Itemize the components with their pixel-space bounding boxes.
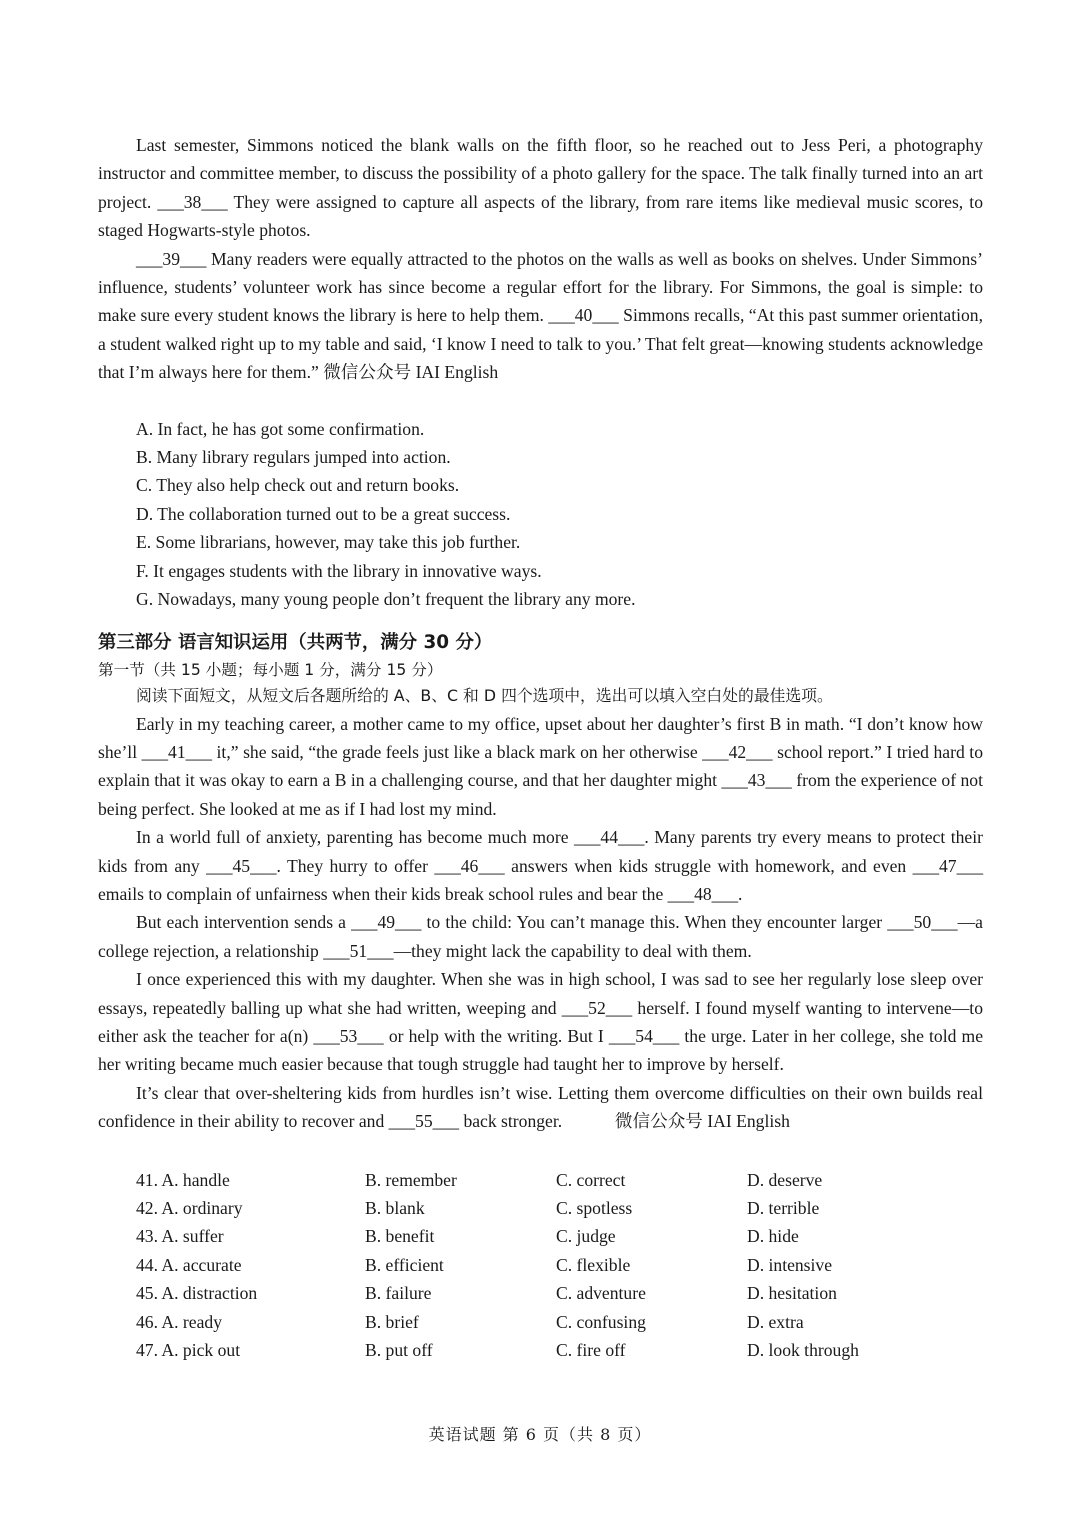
cloze-choices	[98, 1166, 983, 1365]
choice-44-d: D. intensive	[747, 1254, 833, 1275]
choice-44-c: C. flexible	[556, 1254, 631, 1275]
choice-46-d: D. extra	[747, 1311, 804, 1332]
choice-42-d: D. terrible	[747, 1197, 820, 1218]
reading-paragraph-2: ___39___ Many readers were equally attracted to the photos on the walls as well as books on shelves. Under Simmons’ influence, students’ volunteer work has since become a regular effort for the library. For Simmons, the goal is simple: to make sure every student knows the library is here to help them. ___40___ Simmons recalls, “At this past summer orientation, a student walked right up to my table and said, ‘I know I need to talk to you.’ That felt great—knowing students acknowledge that I’m always here for them.” 微信公众号 IAI English	[98, 248, 983, 383]
cloze-paragraph-2: In a world full of anxiety, parenting has become much more ___44___. Many parents try every means to protect their kids from any ___45___. They hurry to offer ___46___ answers when kids struggle with homework, and even ___47___ emails to complain of unfairness when their kids break school rules and bear the ___48___.	[98, 827, 983, 904]
choice-47-c: C. fire off	[556, 1339, 626, 1360]
part-three-title: 第三部分 语言知识运用（共两节，满分 30 分）	[98, 631, 493, 653]
choice-45-d: D. hesitation	[747, 1283, 837, 1304]
option-e: E. Some librarians, however, may take this job further.	[136, 532, 521, 553]
choice-43-a: 43. A. suffer	[136, 1226, 224, 1247]
choice-row-46	[136, 1308, 983, 1336]
choice-46-b: B. brief	[365, 1311, 419, 1332]
choice-46-a: 46. A. ready	[136, 1311, 222, 1332]
cloze-paragraph-5-text: It’s clear that over-sheltering kids from hurdles isn’t wise. Letting them overcome difficulties on their own builds real confidence in their ability to recover and ___55___ back stronger.	[98, 1082, 983, 1132]
option-g: G. Nowadays, many young people don’t frequent the library any more.	[136, 589, 636, 610]
choice-41-c: C. correct	[556, 1169, 626, 1190]
choice-row-41	[136, 1166, 983, 1194]
choice-42-a: 42. A. ordinary	[136, 1197, 243, 1218]
choice-47-a: 47. A. pick out	[136, 1339, 241, 1360]
option-c: C. They also help check out and return books.	[136, 475, 460, 496]
option-b: B. Many library regulars jumped into action.	[136, 447, 451, 468]
choice-row-47	[136, 1336, 983, 1364]
choice-41-a: 41. A. handle	[136, 1169, 230, 1190]
choice-43-b: B. benefit	[365, 1226, 435, 1247]
cloze-paragraph-4: I once experienced this with my daughter. When she was in high school, I was sad to see her regularly lose sleep over essays, repeatedly balling up what she had written, weeping and ___52___ herself. I found myself wanting to intervene—to either ask the teacher for a(n) ___53___ or help with the writing. But I ___54___ the urge. Later in her college, she told me her writing became much easier because that tough struggle had taught her to improve by herself.	[98, 969, 983, 1075]
choice-row-42	[136, 1194, 983, 1222]
cloze-paragraph-3: But each intervention sends a ___49___ to the child: You can’t manage this. When they encounter larger ___50___—a college rejection, a relationship ___51___—they might lack the capability to deal with them.	[98, 912, 983, 961]
watermark: 微信公众号 IAI English	[614, 1111, 790, 1132]
choice-45-a: 45. A. distraction	[136, 1283, 258, 1304]
choice-row-43	[136, 1222, 983, 1250]
choice-42-c: C. spotless	[556, 1197, 633, 1218]
choice-43-c: C. judge	[556, 1226, 616, 1247]
choice-43-d: D. hide	[747, 1226, 799, 1247]
choice-47-d: D. look through	[747, 1339, 859, 1360]
choice-41-b: B. remember	[365, 1169, 457, 1190]
option-f: F. It engages students with the library in innovative ways.	[136, 560, 542, 581]
section-one-title: 第一节（共 15 小题；每小题 1 分，满分 15 分）	[98, 660, 443, 679]
exam-page	[98, 131, 983, 1364]
reading-options	[98, 415, 983, 614]
page-footer: 英语试题 第 6 页（共 8 页）	[428, 1425, 652, 1444]
choice-44-a: 44. A. accurate	[136, 1254, 242, 1275]
choice-row-45	[136, 1279, 983, 1307]
option-d: D. The collaboration turned out to be a great success.	[136, 503, 511, 524]
choice-45-b: B. failure	[365, 1283, 432, 1304]
choice-row-44	[136, 1251, 983, 1279]
choice-44-b: B. efficient	[365, 1254, 444, 1275]
option-a: A. In fact, he has got some confirmation.	[136, 418, 425, 439]
choice-46-c: C. confusing	[556, 1311, 646, 1332]
cloze-direction: 阅读下面短文，从短文后各题所给的 A、B、C 和 D 四个选项中，选出可以填入空白处的最佳选项。	[136, 685, 833, 705]
choice-41-d: D. deserve	[747, 1169, 823, 1190]
cloze-paragraph-5	[98, 1079, 983, 1136]
reading-paragraph-1: Last semester, Simmons noticed the blank walls on the fifth floor, so he reached out to Jess Peri, a photography instructor and committee member, to discuss the possibility of a photo gallery for the space. The talk finally turned into an art project. ___38___ They were assigned to capture all aspects of the library, from rare items like medieval music scores, to staged Hogwarts-style photos.	[98, 135, 983, 241]
choice-45-c: C. adventure	[556, 1283, 646, 1304]
cloze-paragraph-1: Early in my teaching career, a mother came to my office, upset about her daughter’s first B in math. “I don’t know how she’ll ___41___ it,” she said, “the grade feels just like a black mark on her otherwise ___42___ school report.” I tried hard to explain that it was okay to earn a B in a challenging course, and that her daughter might ___43___ from the experience of not being perfect. She looked at me as if I had lost my mind.	[98, 713, 983, 819]
choice-42-b: B. blank	[365, 1197, 425, 1218]
choice-47-b: B. put off	[365, 1339, 433, 1360]
